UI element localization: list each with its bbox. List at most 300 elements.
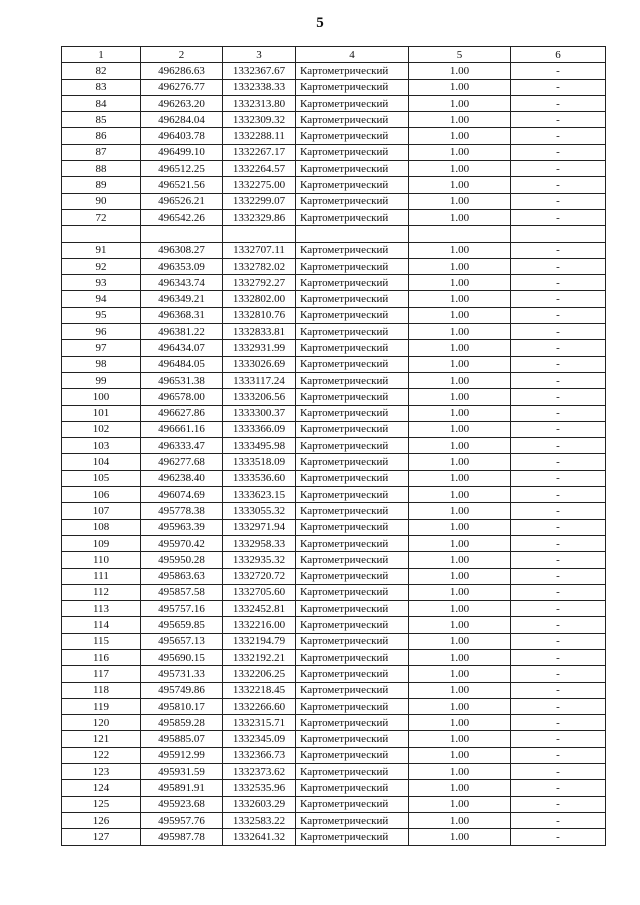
y-coordinate-cell: 1332218.45 (223, 682, 296, 698)
x-coordinate-cell: 495931.59 (141, 764, 223, 780)
x-coordinate-cell: 495857.58 (141, 584, 223, 600)
point-number-cell: 93 (62, 275, 141, 291)
description-cell: - (511, 503, 606, 519)
table-row (62, 112, 606, 128)
point-number-cell: 122 (62, 747, 141, 763)
x-coordinate-cell: 496343.74 (141, 275, 223, 291)
header-cell-accuracy: 5 (409, 47, 511, 63)
description-cell: - (511, 715, 606, 731)
table-row (62, 747, 606, 763)
table-row (62, 812, 606, 828)
description-cell: - (511, 275, 606, 291)
table-row (62, 731, 606, 747)
method-cell: Картометрический (296, 584, 409, 600)
x-coordinate-cell: 495970.42 (141, 535, 223, 551)
description-cell: - (511, 601, 606, 617)
x-coordinate-cell: 495885.07 (141, 731, 223, 747)
table-row (62, 617, 606, 633)
accuracy-cell: 1.00 (409, 128, 511, 144)
description-cell: - (511, 568, 606, 584)
accuracy-cell: 1.00 (409, 747, 511, 763)
method-cell: Картометрический (296, 79, 409, 95)
accuracy-cell: 1.00 (409, 372, 511, 388)
method-cell: Картометрический (296, 682, 409, 698)
accuracy-cell: 1.00 (409, 503, 511, 519)
accuracy-cell: 1.00 (409, 487, 511, 503)
method-cell: Картометрический (296, 780, 409, 796)
method-cell: Картометрический (296, 356, 409, 372)
point-number-cell: 85 (62, 112, 141, 128)
point-number-cell: 105 (62, 470, 141, 486)
table-row (62, 503, 606, 519)
table-row (62, 63, 606, 79)
accuracy-cell (409, 226, 511, 242)
accuracy-cell: 1.00 (409, 161, 511, 177)
point-number-cell: 97 (62, 340, 141, 356)
accuracy-cell: 1.00 (409, 470, 511, 486)
y-coordinate-cell: 1332971.94 (223, 519, 296, 535)
table-row (62, 829, 606, 845)
y-coordinate-cell: 1332267.17 (223, 144, 296, 160)
accuracy-cell: 1.00 (409, 324, 511, 340)
table-row (62, 275, 606, 291)
method-cell: Картометрический (296, 291, 409, 307)
table-row (62, 193, 606, 209)
y-coordinate-cell (223, 226, 296, 242)
table-row (62, 796, 606, 812)
table-row (62, 584, 606, 600)
description-cell: - (511, 552, 606, 568)
point-number-cell: 90 (62, 193, 141, 209)
x-coordinate-cell: 496531.38 (141, 372, 223, 388)
method-cell: Картометрический (296, 552, 409, 568)
description-cell: - (511, 438, 606, 454)
accuracy-cell: 1.00 (409, 601, 511, 617)
y-coordinate-cell: 1332373.62 (223, 764, 296, 780)
point-number-cell: 119 (62, 698, 141, 714)
x-coordinate-cell: 496512.25 (141, 161, 223, 177)
method-cell: Картометрический (296, 389, 409, 405)
description-cell: - (511, 764, 606, 780)
table-row (62, 242, 606, 258)
x-coordinate-cell: 496349.21 (141, 291, 223, 307)
x-coordinate-cell: 495923.68 (141, 796, 223, 812)
point-number-cell: 109 (62, 535, 141, 551)
table-row (62, 307, 606, 323)
point-number-cell: 103 (62, 438, 141, 454)
point-number-cell: 91 (62, 242, 141, 258)
accuracy-cell: 1.00 (409, 617, 511, 633)
y-coordinate-cell: 1332345.09 (223, 731, 296, 747)
point-number-cell: 123 (62, 764, 141, 780)
method-cell: Картометрический (296, 829, 409, 845)
method-cell: Картометрический (296, 405, 409, 421)
table-row (62, 552, 606, 568)
description-cell: - (511, 535, 606, 551)
method-cell: Картометрический (296, 666, 409, 682)
method-cell: Картометрический (296, 796, 409, 812)
point-number-cell: 84 (62, 95, 141, 111)
y-coordinate-cell: 1333117.24 (223, 372, 296, 388)
table-row (62, 780, 606, 796)
point-number-cell: 125 (62, 796, 141, 812)
header-cell-method: 4 (296, 47, 409, 63)
description-cell: - (511, 112, 606, 128)
x-coordinate-cell: 495912.99 (141, 747, 223, 763)
accuracy-cell: 1.00 (409, 682, 511, 698)
y-coordinate-cell: 1332720.72 (223, 568, 296, 584)
y-coordinate-cell: 1332194.79 (223, 633, 296, 649)
accuracy-cell: 1.00 (409, 340, 511, 356)
x-coordinate-cell: 496484.05 (141, 356, 223, 372)
description-cell: - (511, 487, 606, 503)
accuracy-cell: 1.00 (409, 666, 511, 682)
table-row (62, 698, 606, 714)
description-cell: - (511, 421, 606, 437)
description-cell: - (511, 144, 606, 160)
description-cell: - (511, 177, 606, 193)
point-number-cell: 110 (62, 552, 141, 568)
y-coordinate-cell: 1332603.29 (223, 796, 296, 812)
accuracy-cell: 1.00 (409, 258, 511, 274)
accuracy-cell: 1.00 (409, 519, 511, 535)
point-number-cell: 114 (62, 617, 141, 633)
accuracy-cell: 1.00 (409, 568, 511, 584)
y-coordinate-cell: 1332309.32 (223, 112, 296, 128)
x-coordinate-cell: 496286.63 (141, 63, 223, 79)
x-coordinate-cell: 496403.78 (141, 128, 223, 144)
description-cell: - (511, 584, 606, 600)
table-row (62, 764, 606, 780)
y-coordinate-cell: 1333206.56 (223, 389, 296, 405)
point-number-cell: 120 (62, 715, 141, 731)
point-number-cell: 118 (62, 682, 141, 698)
point-number-cell: 94 (62, 291, 141, 307)
accuracy-cell: 1.00 (409, 829, 511, 845)
point-number-cell: 89 (62, 177, 141, 193)
accuracy-cell: 1.00 (409, 209, 511, 225)
description-cell: - (511, 291, 606, 307)
table-row (62, 177, 606, 193)
header-cell-x: 2 (141, 47, 223, 63)
method-cell: Картометрический (296, 812, 409, 828)
description-cell: - (511, 389, 606, 405)
x-coordinate-cell: 496578.00 (141, 389, 223, 405)
y-coordinate-cell: 1332452.81 (223, 601, 296, 617)
point-number-cell: 83 (62, 79, 141, 95)
method-cell: Картометрический (296, 112, 409, 128)
y-coordinate-cell: 1332810.76 (223, 307, 296, 323)
method-cell: Картометрический (296, 144, 409, 160)
method-cell: Картометрический (296, 454, 409, 470)
table-row (62, 356, 606, 372)
method-cell: Картометрический (296, 372, 409, 388)
x-coordinate-cell: 496627.86 (141, 405, 223, 421)
x-coordinate-cell: 496521.56 (141, 177, 223, 193)
x-coordinate-cell: 495749.86 (141, 682, 223, 698)
y-coordinate-cell: 1332338.33 (223, 79, 296, 95)
y-coordinate-cell: 1333518.09 (223, 454, 296, 470)
point-number-cell: 86 (62, 128, 141, 144)
y-coordinate-cell: 1332705.60 (223, 584, 296, 600)
y-coordinate-cell: 1332935.32 (223, 552, 296, 568)
method-cell: Картометрический (296, 617, 409, 633)
method-cell: Картометрический (296, 633, 409, 649)
y-coordinate-cell: 1332206.25 (223, 666, 296, 682)
x-coordinate-cell: 496263.20 (141, 95, 223, 111)
table-body (62, 63, 606, 845)
method-cell: Картометрический (296, 275, 409, 291)
y-coordinate-cell: 1333300.37 (223, 405, 296, 421)
accuracy-cell: 1.00 (409, 177, 511, 193)
accuracy-cell: 1.00 (409, 535, 511, 551)
accuracy-cell: 1.00 (409, 79, 511, 95)
point-number-cell: 115 (62, 633, 141, 649)
x-coordinate-cell: 496238.40 (141, 470, 223, 486)
method-cell: Картометрический (296, 601, 409, 617)
x-coordinate-cell: 495891.91 (141, 780, 223, 796)
method-cell: Картометрический (296, 128, 409, 144)
description-cell: - (511, 340, 606, 356)
y-coordinate-cell: 1333536.60 (223, 470, 296, 486)
accuracy-cell: 1.00 (409, 796, 511, 812)
x-coordinate-cell: 495778.38 (141, 503, 223, 519)
accuracy-cell: 1.00 (409, 649, 511, 665)
method-cell: Картометрический (296, 698, 409, 714)
table-row (62, 79, 606, 95)
table-row (62, 340, 606, 356)
method-cell: Картометрический (296, 421, 409, 437)
point-number-cell: 127 (62, 829, 141, 845)
x-coordinate-cell: 495863.63 (141, 568, 223, 584)
point-number-cell: 104 (62, 454, 141, 470)
coordinates-table (61, 46, 606, 846)
table-row (62, 226, 606, 242)
accuracy-cell: 1.00 (409, 405, 511, 421)
point-number-cell: 106 (62, 487, 141, 503)
method-cell: Картометрический (296, 324, 409, 340)
description-cell: - (511, 519, 606, 535)
x-coordinate-cell: 496353.09 (141, 258, 223, 274)
x-coordinate-cell: 496526.21 (141, 193, 223, 209)
table-row (62, 372, 606, 388)
description-cell: - (511, 79, 606, 95)
description-cell: - (511, 242, 606, 258)
x-coordinate-cell (141, 226, 223, 242)
accuracy-cell: 1.00 (409, 780, 511, 796)
table-row (62, 405, 606, 421)
description-cell: - (511, 812, 606, 828)
table-row (62, 144, 606, 160)
description-cell: - (511, 161, 606, 177)
x-coordinate-cell: 496284.04 (141, 112, 223, 128)
accuracy-cell: 1.00 (409, 438, 511, 454)
method-cell: Картометрический (296, 470, 409, 486)
method-cell: Картометрический (296, 193, 409, 209)
y-coordinate-cell: 1332192.21 (223, 649, 296, 665)
y-coordinate-cell: 1332299.07 (223, 193, 296, 209)
point-number-cell: 126 (62, 812, 141, 828)
method-cell: Картометрический (296, 242, 409, 258)
x-coordinate-cell: 495659.85 (141, 617, 223, 633)
accuracy-cell: 1.00 (409, 242, 511, 258)
point-number-cell: 116 (62, 649, 141, 665)
description-cell: - (511, 209, 606, 225)
y-coordinate-cell: 1332641.32 (223, 829, 296, 845)
header-cell-point-number: 1 (62, 47, 141, 63)
y-coordinate-cell: 1332958.33 (223, 535, 296, 551)
table-row (62, 161, 606, 177)
x-coordinate-cell: 495731.33 (141, 666, 223, 682)
point-number-cell: 92 (62, 258, 141, 274)
method-cell: Картометрический (296, 307, 409, 323)
method-cell: Картометрический (296, 747, 409, 763)
table-row (62, 209, 606, 225)
x-coordinate-cell: 495957.76 (141, 812, 223, 828)
x-coordinate-cell: 496074.69 (141, 487, 223, 503)
table-row (62, 535, 606, 551)
y-coordinate-cell: 1333495.98 (223, 438, 296, 454)
x-coordinate-cell: 496542.26 (141, 209, 223, 225)
description-cell: - (511, 796, 606, 812)
accuracy-cell: 1.00 (409, 552, 511, 568)
method-cell: Картометрический (296, 519, 409, 535)
y-coordinate-cell: 1332802.00 (223, 291, 296, 307)
point-number-cell: 72 (62, 209, 141, 225)
table-row (62, 682, 606, 698)
point-number-cell: 112 (62, 584, 141, 600)
y-coordinate-cell: 1332535.96 (223, 780, 296, 796)
point-number-cell: 124 (62, 780, 141, 796)
method-cell (296, 226, 409, 242)
table-row (62, 95, 606, 111)
x-coordinate-cell: 496308.27 (141, 242, 223, 258)
point-number-cell: 82 (62, 63, 141, 79)
y-coordinate-cell: 1332833.81 (223, 324, 296, 340)
table-row (62, 421, 606, 437)
y-coordinate-cell: 1332288.11 (223, 128, 296, 144)
y-coordinate-cell: 1332707.11 (223, 242, 296, 258)
method-cell: Картометрический (296, 535, 409, 551)
y-coordinate-cell: 1332275.00 (223, 177, 296, 193)
table-row (62, 568, 606, 584)
point-number-cell: 117 (62, 666, 141, 682)
method-cell: Картометрический (296, 487, 409, 503)
method-cell: Картометрический (296, 503, 409, 519)
x-coordinate-cell: 496661.16 (141, 421, 223, 437)
method-cell: Картометрический (296, 438, 409, 454)
table-row (62, 519, 606, 535)
y-coordinate-cell: 1332329.86 (223, 209, 296, 225)
accuracy-cell: 1.00 (409, 698, 511, 714)
description-cell: - (511, 258, 606, 274)
y-coordinate-cell: 1332315.71 (223, 715, 296, 731)
table-row (62, 470, 606, 486)
description-cell: - (511, 193, 606, 209)
description-cell: - (511, 307, 606, 323)
point-number-cell: 99 (62, 372, 141, 388)
table-row (62, 389, 606, 405)
method-cell: Картометрический (296, 649, 409, 665)
accuracy-cell: 1.00 (409, 95, 511, 111)
description-cell: - (511, 698, 606, 714)
accuracy-cell: 1.00 (409, 454, 511, 470)
description-cell: - (511, 617, 606, 633)
description-cell: - (511, 666, 606, 682)
y-coordinate-cell: 1332583.22 (223, 812, 296, 828)
page-number: 5 (316, 15, 324, 31)
method-cell: Картометрический (296, 715, 409, 731)
description-cell (511, 226, 606, 242)
accuracy-cell: 1.00 (409, 715, 511, 731)
point-number-cell: 113 (62, 601, 141, 617)
x-coordinate-cell: 495859.28 (141, 715, 223, 731)
y-coordinate-cell: 1333026.69 (223, 356, 296, 372)
x-coordinate-cell: 495950.28 (141, 552, 223, 568)
description-cell: - (511, 63, 606, 79)
description-cell: - (511, 780, 606, 796)
accuracy-cell: 1.00 (409, 144, 511, 160)
accuracy-cell: 1.00 (409, 421, 511, 437)
point-number-cell: 111 (62, 568, 141, 584)
method-cell: Картометрический (296, 764, 409, 780)
table-row (62, 633, 606, 649)
description-cell: - (511, 470, 606, 486)
description-cell: - (511, 128, 606, 144)
y-coordinate-cell: 1333366.09 (223, 421, 296, 437)
y-coordinate-cell: 1332266.60 (223, 698, 296, 714)
point-number-cell: 95 (62, 307, 141, 323)
table-row (62, 291, 606, 307)
y-coordinate-cell: 1332931.99 (223, 340, 296, 356)
method-cell: Картометрический (296, 63, 409, 79)
accuracy-cell: 1.00 (409, 291, 511, 307)
header-cell-description: 6 (511, 47, 606, 63)
table-row (62, 649, 606, 665)
table-row (62, 715, 606, 731)
point-number-cell: 121 (62, 731, 141, 747)
point-number-cell (62, 226, 141, 242)
point-number-cell: 102 (62, 421, 141, 437)
accuracy-cell: 1.00 (409, 389, 511, 405)
table-row (62, 258, 606, 274)
method-cell: Картометрический (296, 340, 409, 356)
accuracy-cell: 1.00 (409, 764, 511, 780)
y-coordinate-cell: 1332264.57 (223, 161, 296, 177)
y-coordinate-cell: 1332367.67 (223, 63, 296, 79)
method-cell: Картометрический (296, 568, 409, 584)
accuracy-cell: 1.00 (409, 633, 511, 649)
description-cell: - (511, 324, 606, 340)
point-number-cell: 87 (62, 144, 141, 160)
method-cell: Картометрический (296, 209, 409, 225)
description-cell: - (511, 829, 606, 845)
point-number-cell: 88 (62, 161, 141, 177)
table-row (62, 487, 606, 503)
accuracy-cell: 1.00 (409, 307, 511, 323)
x-coordinate-cell: 496499.10 (141, 144, 223, 160)
accuracy-cell: 1.00 (409, 193, 511, 209)
y-coordinate-cell: 1332366.73 (223, 747, 296, 763)
accuracy-cell: 1.00 (409, 356, 511, 372)
method-cell: Картометрический (296, 258, 409, 274)
description-cell: - (511, 95, 606, 111)
y-coordinate-cell: 1333623.15 (223, 487, 296, 503)
header-cell-y: 3 (223, 47, 296, 63)
method-cell: Картометрический (296, 177, 409, 193)
table-header-row (62, 47, 606, 63)
description-cell: - (511, 405, 606, 421)
